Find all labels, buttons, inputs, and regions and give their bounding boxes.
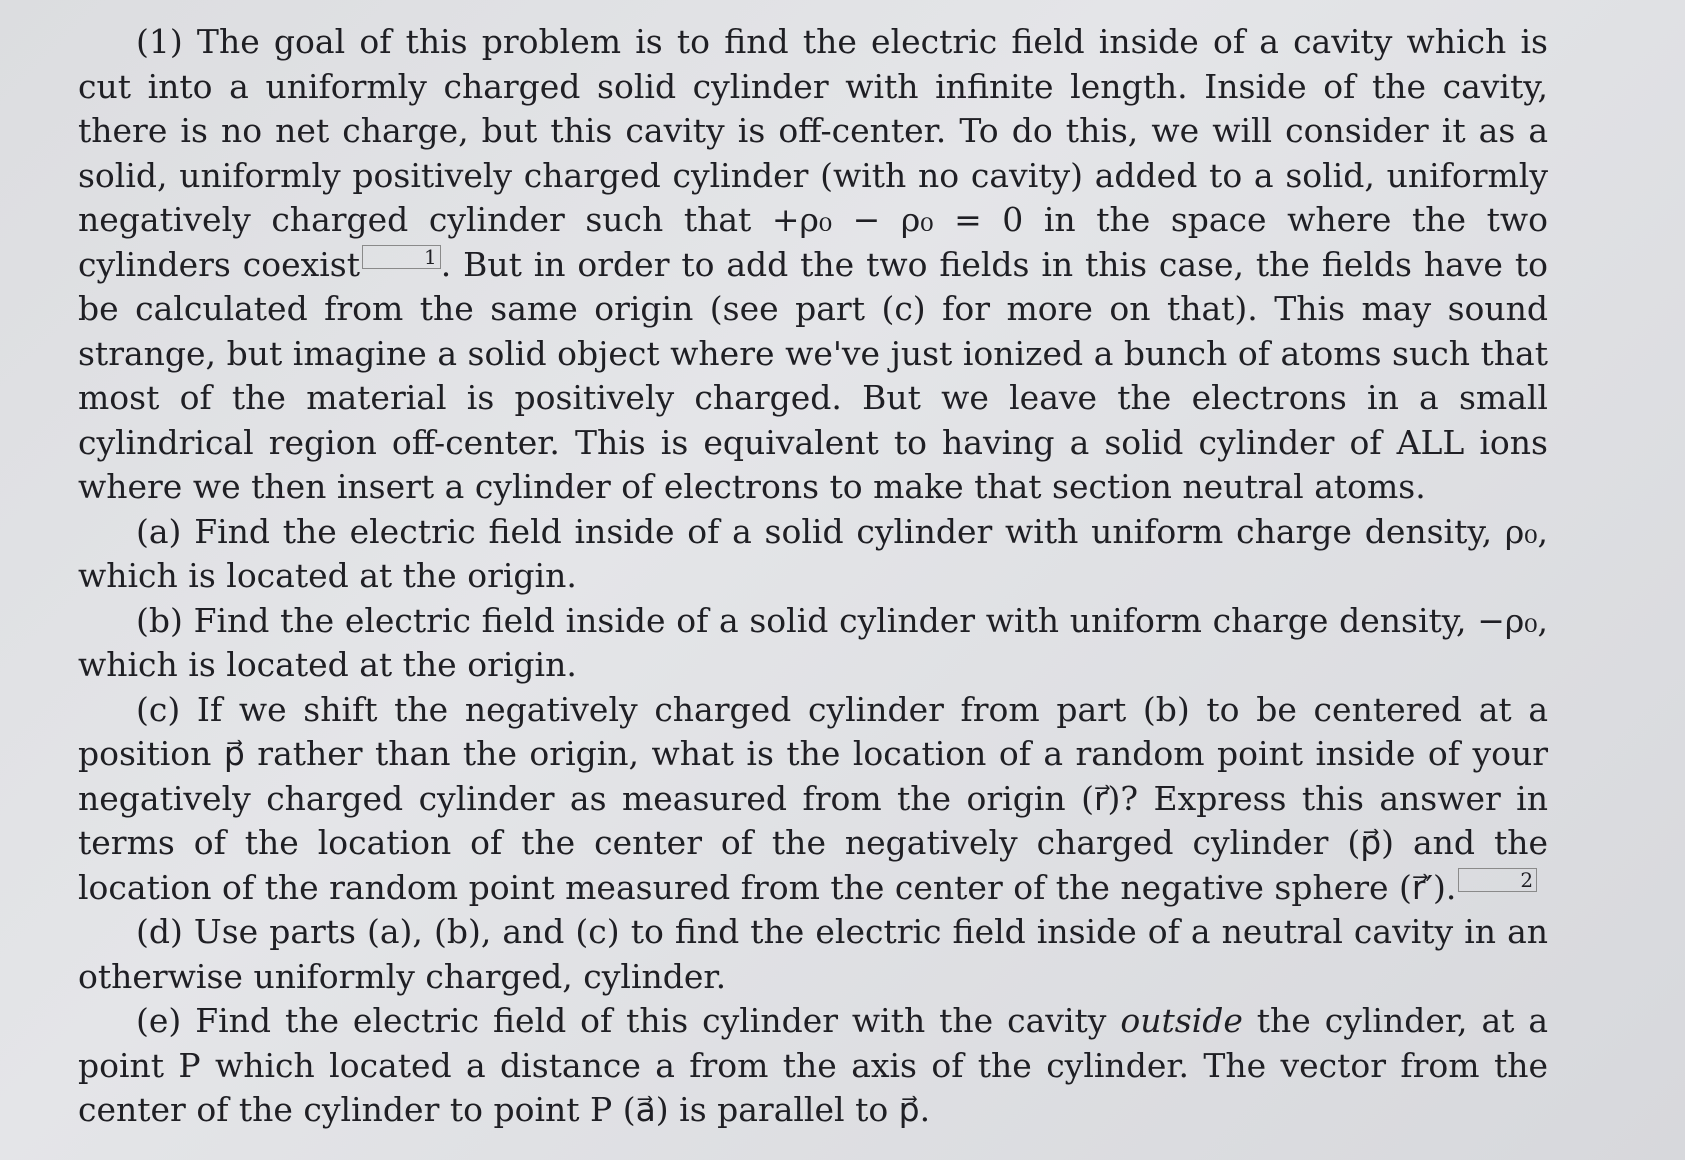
part-e: [78, 999, 1548, 1133]
part-e-emphasis: outside: [1120, 1001, 1243, 1040]
part-b: (b) Find the electric field inside of a solid cylinder with uniform charge density, −ρ₀, which is located at the origin.: [78, 600, 1548, 684]
part-e-text-1: (e) Find the electric field of this cylinder with the cavity: [136, 1001, 1121, 1040]
part-d: (d) Use parts (a), (b), and (c) to find the electric field inside of a neutral cavity in an otherwise uniformly charged, cylinder.: [78, 912, 1548, 996]
part-c: [78, 688, 1548, 911]
intro-text-1: (1) The goal of this problem is to find the electric field inside of a cavity which is cut into a uniformly charged solid cylinder with infinite length. Inside of the cavity, there is no net charge, but this cavity is off-center. To do this, we will consider it as a solid, uniformly positively charged cylinder (with no cavity) added to a solid, uniformly negatively charged cylinder such that +ρ₀ − ρ₀ = 0 in the space where the two cylinders coexist: [78, 22, 1548, 284]
part-c-text: (c) If we shift the negatively charged cylinder from part (b) to be centered at a position p⃗ rather than the origin, what is the location of a random point inside of your negatively charged cylinder as measured from the origin (r⃗)? Express this answer in terms of the location of the center of the negatively charged cylinder (p⃗) and the location of the random point measured from the center of the negative sphere (r⃗′).: [78, 689, 1548, 907]
intro-text-2: . But in order to add the two fields in this case, the fields have to be calculated from the same origin (see part (c) for more on that). This may sound strange, but imagine a solid object where we've just ionized a bunch of atoms such that most of the material is positively charged. But we leave the electrons in a small cylindrical region off-center. This is equivalent to having a solid cylinder of ALL ions where we then insert a cylinder of electrons to make that section neutral atoms.: [78, 244, 1548, 506]
part-a: (a) Find the electric field inside of a solid cylinder with uniform charge density, ρ₀, which is located at the origin.: [78, 511, 1548, 595]
footnote-marker-1[interactable]: 1: [362, 245, 441, 269]
intro-paragraph: [78, 20, 1548, 510]
part-e-text-2: the cylinder, at a point P which located a distance a from the axis of the cylinder. The vector from the center of the cylinder to point P (a⃗) is parallel to p⃗.: [78, 1001, 1548, 1129]
footnote-marker-2[interactable]: 2: [1458, 868, 1537, 892]
problem-text: [78, 20, 1548, 1133]
